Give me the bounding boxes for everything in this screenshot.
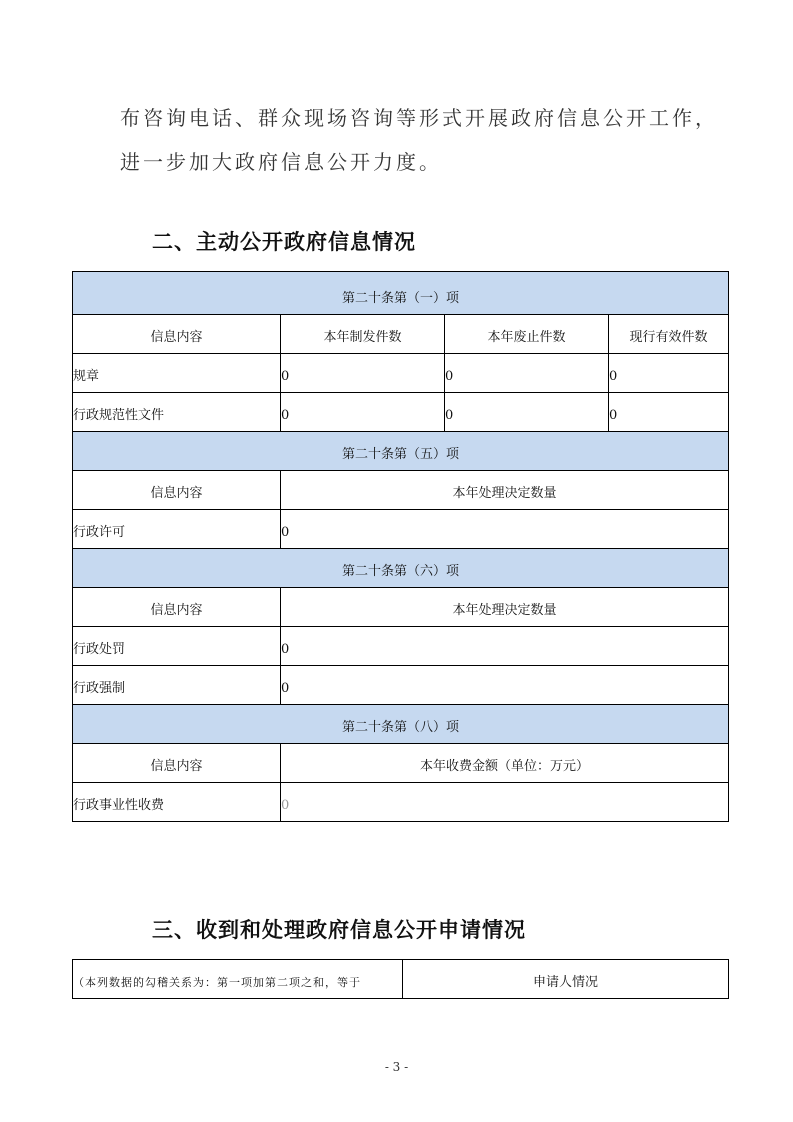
header-cell: 本年制发件数 <box>281 315 445 354</box>
header-cell: 现行有效件数 <box>609 315 729 354</box>
table-row <box>73 783 729 822</box>
value-cell: 0 <box>445 393 609 432</box>
header-cell: 申请人情况 <box>403 960 729 999</box>
value-cell: 0 <box>445 354 609 393</box>
table-row <box>73 354 729 393</box>
table-row <box>73 627 729 666</box>
intro-line-2: 进一步加大政府信息公开力度。 <box>120 150 442 174</box>
table-row <box>73 666 729 705</box>
value-cell: 0 <box>281 510 729 549</box>
note-cell: （本列数据的勾稽关系为：第一项加第二项之和，等于 <box>73 960 403 999</box>
value-cell: 0 <box>281 783 729 822</box>
page-number: - 3 - <box>384 1060 409 1074</box>
header-cell: 信息内容 <box>73 744 281 783</box>
value-cell: 0 <box>281 393 445 432</box>
section-2-title: 二、主动公开政府信息情况 <box>152 230 416 254</box>
value-cell: 0 <box>609 354 729 393</box>
band-item-1: 第二十条第（一）项 <box>73 272 729 315</box>
row-label: 规章 <box>73 354 281 393</box>
section-3-title: 三、收到和处理政府信息公开申请情况 <box>152 918 526 942</box>
band-row <box>73 549 729 588</box>
header-cell: 本年废止件数 <box>445 315 609 354</box>
header-row <box>73 588 729 627</box>
header-cell: 本年处理决定数量 <box>281 588 729 627</box>
header-cell: 信息内容 <box>73 471 281 510</box>
value-cell: 0 <box>281 666 729 705</box>
row-label: 行政处罚 <box>73 627 281 666</box>
band-item-5: 第二十条第（五）项 <box>73 432 729 471</box>
header-cell: 信息内容 <box>73 315 281 354</box>
active-disclosure-table <box>72 271 729 822</box>
table-row <box>73 510 729 549</box>
row-label: 行政事业性收费 <box>73 783 281 822</box>
header-cell: 信息内容 <box>73 588 281 627</box>
band-item-6: 第二十条第（六）项 <box>73 549 729 588</box>
value-cell: 0 <box>281 354 445 393</box>
header-cell: 本年处理决定数量 <box>281 471 729 510</box>
band-row <box>73 272 729 315</box>
header-cell: 本年收费金额（单位：万元） <box>281 744 729 783</box>
row-label: 行政许可 <box>73 510 281 549</box>
row-label: 行政强制 <box>73 666 281 705</box>
header-row <box>73 471 729 510</box>
intro-paragraph <box>120 96 720 184</box>
table-row <box>73 960 729 999</box>
value-cell: 0 <box>609 393 729 432</box>
intro-line-1: 布咨询电话、群众现场咨询等形式开展政府信息公开工作， <box>120 106 718 130</box>
row-label: 行政规范性文件 <box>73 393 281 432</box>
table-row <box>73 393 729 432</box>
header-row <box>73 744 729 783</box>
value-cell: 0 <box>281 627 729 666</box>
application-table <box>72 959 729 999</box>
band-row <box>73 432 729 471</box>
band-row <box>73 705 729 744</box>
band-item-8: 第二十条第（八）项 <box>73 705 729 744</box>
header-row <box>73 315 729 354</box>
